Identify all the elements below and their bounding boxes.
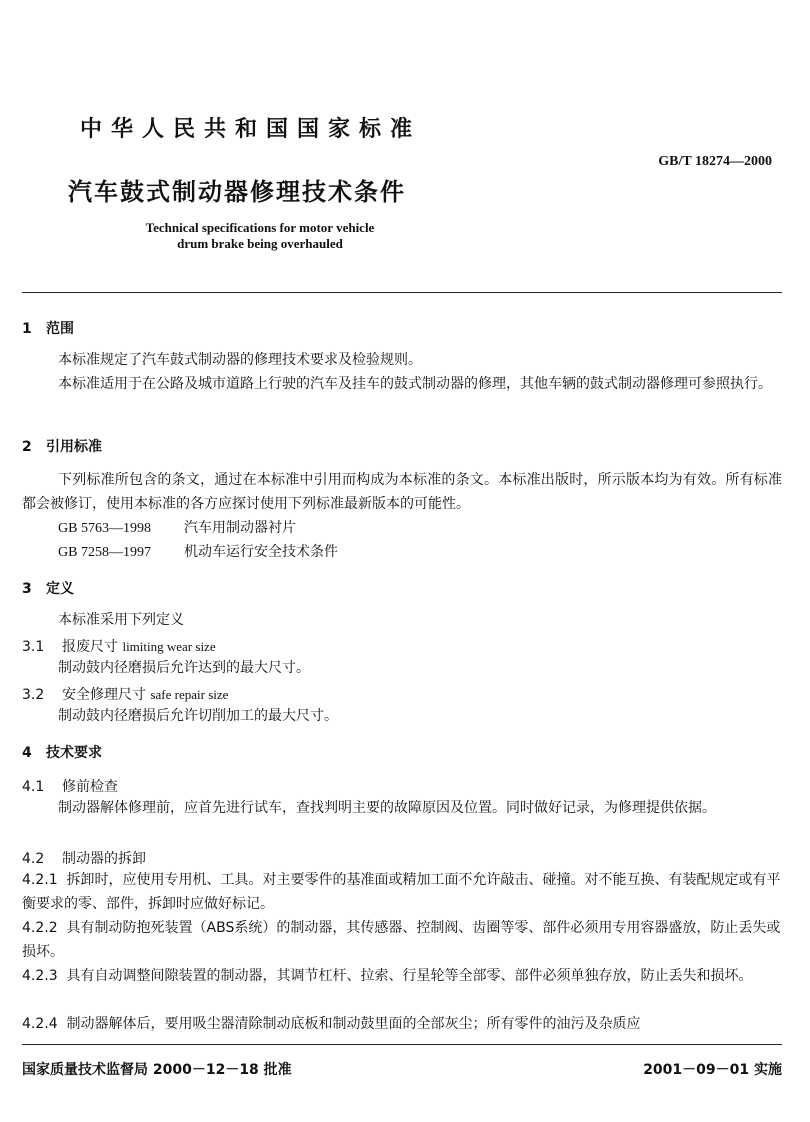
- section-4-heading: [22, 742, 102, 762]
- clause-4-2-3: [22, 964, 782, 988]
- reference-code: GB 7258—1997: [58, 545, 151, 560]
- reference-item: [58, 541, 338, 561]
- clause-4-2-heading: [22, 848, 146, 868]
- section-3-heading: [22, 578, 74, 598]
- english-title-line-1: Technical specifications for motor vehicle: [145, 220, 375, 235]
- section-title: 技术要求: [46, 745, 102, 761]
- definition-term-english: limiting wear size: [122, 639, 216, 654]
- header-divider: [22, 292, 782, 293]
- reference-name: 汽车用制动器衬片: [184, 520, 296, 536]
- section-number: 2: [22, 439, 32, 455]
- clause-title: 修前检查: [62, 779, 118, 795]
- clause-4-2-2: [22, 916, 782, 964]
- section-1-heading: [22, 318, 74, 338]
- section-title: 范围: [46, 321, 74, 337]
- clause-number: 4.1: [22, 779, 45, 795]
- clause-4-2-4: [22, 1012, 782, 1036]
- section-number: 1: [22, 321, 32, 337]
- clause-4-1-text: 制动器解体修理前，应首先进行试车，查找判明主要的故障原因及位置。同时做好记录，为修理提供依据。: [58, 800, 716, 816]
- section-title: 定义: [46, 581, 74, 597]
- section-title: 引用标准: [46, 439, 102, 455]
- clause-text: 拆卸时，应使用专用机、工具。对主要零件的基准面或精加工面不允许敲击、碰撞。对不能互换、有装配规定或有平衡要求的零、部件，拆卸时应做好标记。: [22, 872, 781, 912]
- clause-text: 制动器解体后，要用吸尘器清除制动底板和制动鼓里面的全部灰尘；所有零件的油污及杂质应: [66, 1016, 641, 1032]
- clause-number: 4.2: [22, 851, 45, 867]
- clause-number: 4.2.1: [22, 872, 58, 888]
- section-2-paragraph: 下列标准所包含的条文，通过在本标准中引用而构成为本标准的条文。本标准出版时，所示版本均为有效。所有标准都会被修订，使用本标准的各方应探讨使用下列标准最新版本的可能性。: [22, 472, 782, 512]
- reference-code: GB 5763—1998: [58, 521, 151, 536]
- english-title-line-2: drum brake being overhauled: [177, 236, 343, 251]
- clause-text: 具有自动调整间隙装置的制动器，其调节杠杆、拉索、行星轮等全部零、部件必须单独存放，防止丢失和损坏。: [66, 968, 753, 984]
- section-2-heading: [22, 436, 102, 456]
- section-1-paragraph-1: 本标准规定了汽车鼓式制动器的修理技术要求及检验规则。: [58, 352, 422, 368]
- definition-3-2-text: 制动鼓内径磨损后允许切削加工的最大尺寸。: [58, 708, 338, 724]
- document-title: 汽车鼓式制动器修理技术条件: [68, 178, 406, 206]
- definition-3-1: [22, 636, 216, 656]
- footer-divider: [22, 1044, 782, 1045]
- section-1-paragraph-2: 本标准适用于在公路及城市道路上行驶的汽车及挂车的鼓式制动器的修理，其他车辆的鼓式制动器修理可参照执行。: [58, 376, 772, 392]
- definition-term: 报废尺寸: [62, 639, 118, 655]
- section-number: 4: [22, 745, 32, 761]
- clause-number: 3.1: [22, 639, 45, 655]
- clause-number: 3.2: [22, 687, 45, 703]
- national-standard-header: 中华人民共和国国家标准: [80, 117, 422, 142]
- reference-item: [58, 517, 296, 537]
- clause-text: 具有制动防抱死装置（ABS系统）的制动器，其传感器、控制阀、齿圈等零、部件必须用专用容器盛放，防止丢失或损坏。: [22, 920, 781, 960]
- clause-number: 4.2.3: [22, 968, 58, 984]
- section-number: 3: [22, 581, 32, 597]
- clause-number: 4.2.2: [22, 920, 58, 936]
- definition-term-english: safe repair size: [150, 687, 229, 702]
- definitions-intro: 本标准采用下列定义: [58, 612, 184, 628]
- definition-term: 安全修理尺寸: [62, 687, 146, 703]
- clause-title: 制动器的拆卸: [62, 851, 146, 867]
- standard-code: GB/T 18274—2000: [658, 154, 772, 169]
- definition-3-2: [22, 684, 228, 704]
- approval-note: 国家质量技术监督局 2000－12－18 批准: [22, 1062, 292, 1078]
- definition-3-1-text: 制动鼓内径磨损后允许达到的最大尺寸。: [58, 660, 310, 676]
- implementation-date: 2001－09－01 实施: [643, 1062, 782, 1078]
- clause-4-1-heading: [22, 776, 118, 796]
- clause-4-2-1: [22, 868, 782, 916]
- clause-number: 4.2.4: [22, 1016, 58, 1032]
- reference-name: 机动车运行安全技术条件: [184, 544, 338, 560]
